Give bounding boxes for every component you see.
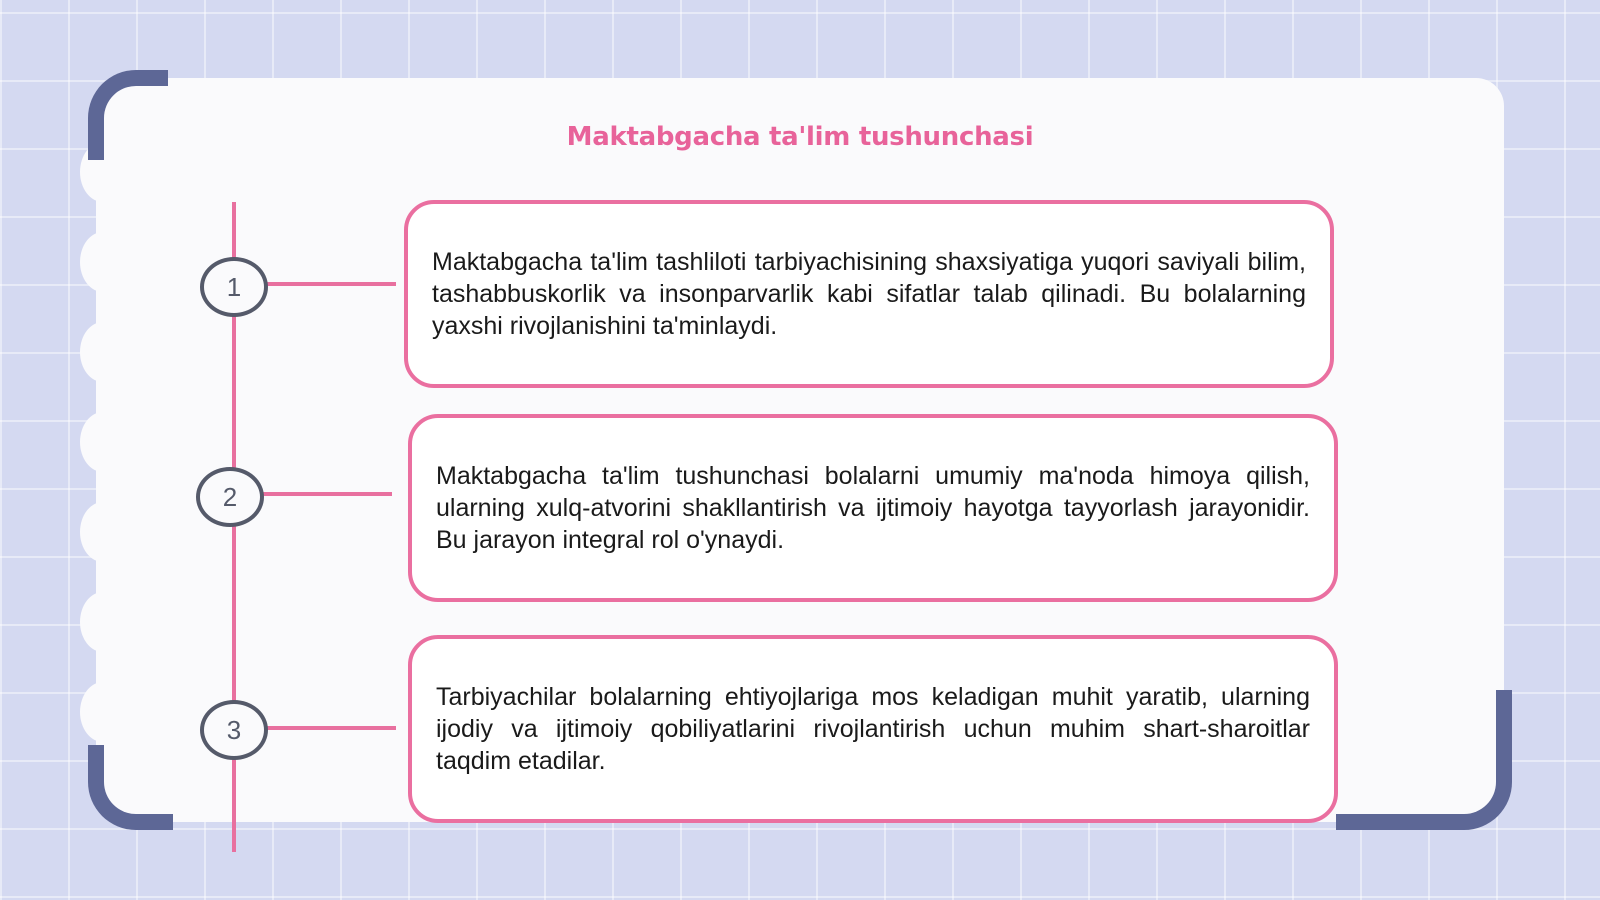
- step-box-1: [404, 200, 1334, 388]
- step-text: Tarbiyachilar bolalarning ehtiyojlariga mos keladigan muhit yaratib, ularning ijodiy va ijtimoiy qobiliyatlarini rivojlantirish uchun muhim shart-sharoitlar taqdim etadilar.: [436, 683, 1310, 775]
- step-number-badge: [200, 700, 268, 760]
- card-edge-scallop: [80, 232, 126, 292]
- timeline-connector: [258, 492, 392, 496]
- card-edge-scallop: [80, 322, 126, 382]
- step-text: Maktabgacha ta'lim tashliloti tarbiyachisining shaxsiyatiga yuqori saviyali bilim, tashabbuskorlik va insonparvarlik kabi sifatlar talab qilinadi. Bu bolalarning yaxshi rivojlanishini ta'minlaydi.: [432, 248, 1306, 340]
- card-edge-scallop: [80, 502, 126, 562]
- step-number: 3: [226, 714, 242, 745]
- timeline-connector: [262, 726, 396, 730]
- corner-bracket-bottom-left: [88, 745, 173, 830]
- step-number: 1: [226, 271, 242, 302]
- timeline-connector: [262, 282, 396, 286]
- step-number-badge: [200, 257, 268, 317]
- step-text: Maktabgacha ta'lim tushunchasi bolalarni umumiy ma'noda himoya qilish, ularning xulq-atvorini shakllantirish va ijtimoiy hayotga tayyorlash jarayonidir. Bu jarayon integral rol o'ynaydi.: [436, 462, 1310, 554]
- step-number-badge: [196, 467, 264, 527]
- card-edge-scallop: [80, 412, 126, 472]
- step-box-2: [408, 414, 1338, 602]
- step-box-3: [408, 635, 1338, 823]
- corner-bracket-bottom-right: [1336, 690, 1512, 830]
- step-number: 2: [222, 481, 238, 512]
- slide-title: Maktabgacha ta'lim tushunchasi: [566, 122, 1034, 152]
- corner-bracket-top-left: [88, 70, 168, 160]
- card-edge-scallop: [80, 682, 126, 742]
- card-edge-scallop: [80, 592, 126, 652]
